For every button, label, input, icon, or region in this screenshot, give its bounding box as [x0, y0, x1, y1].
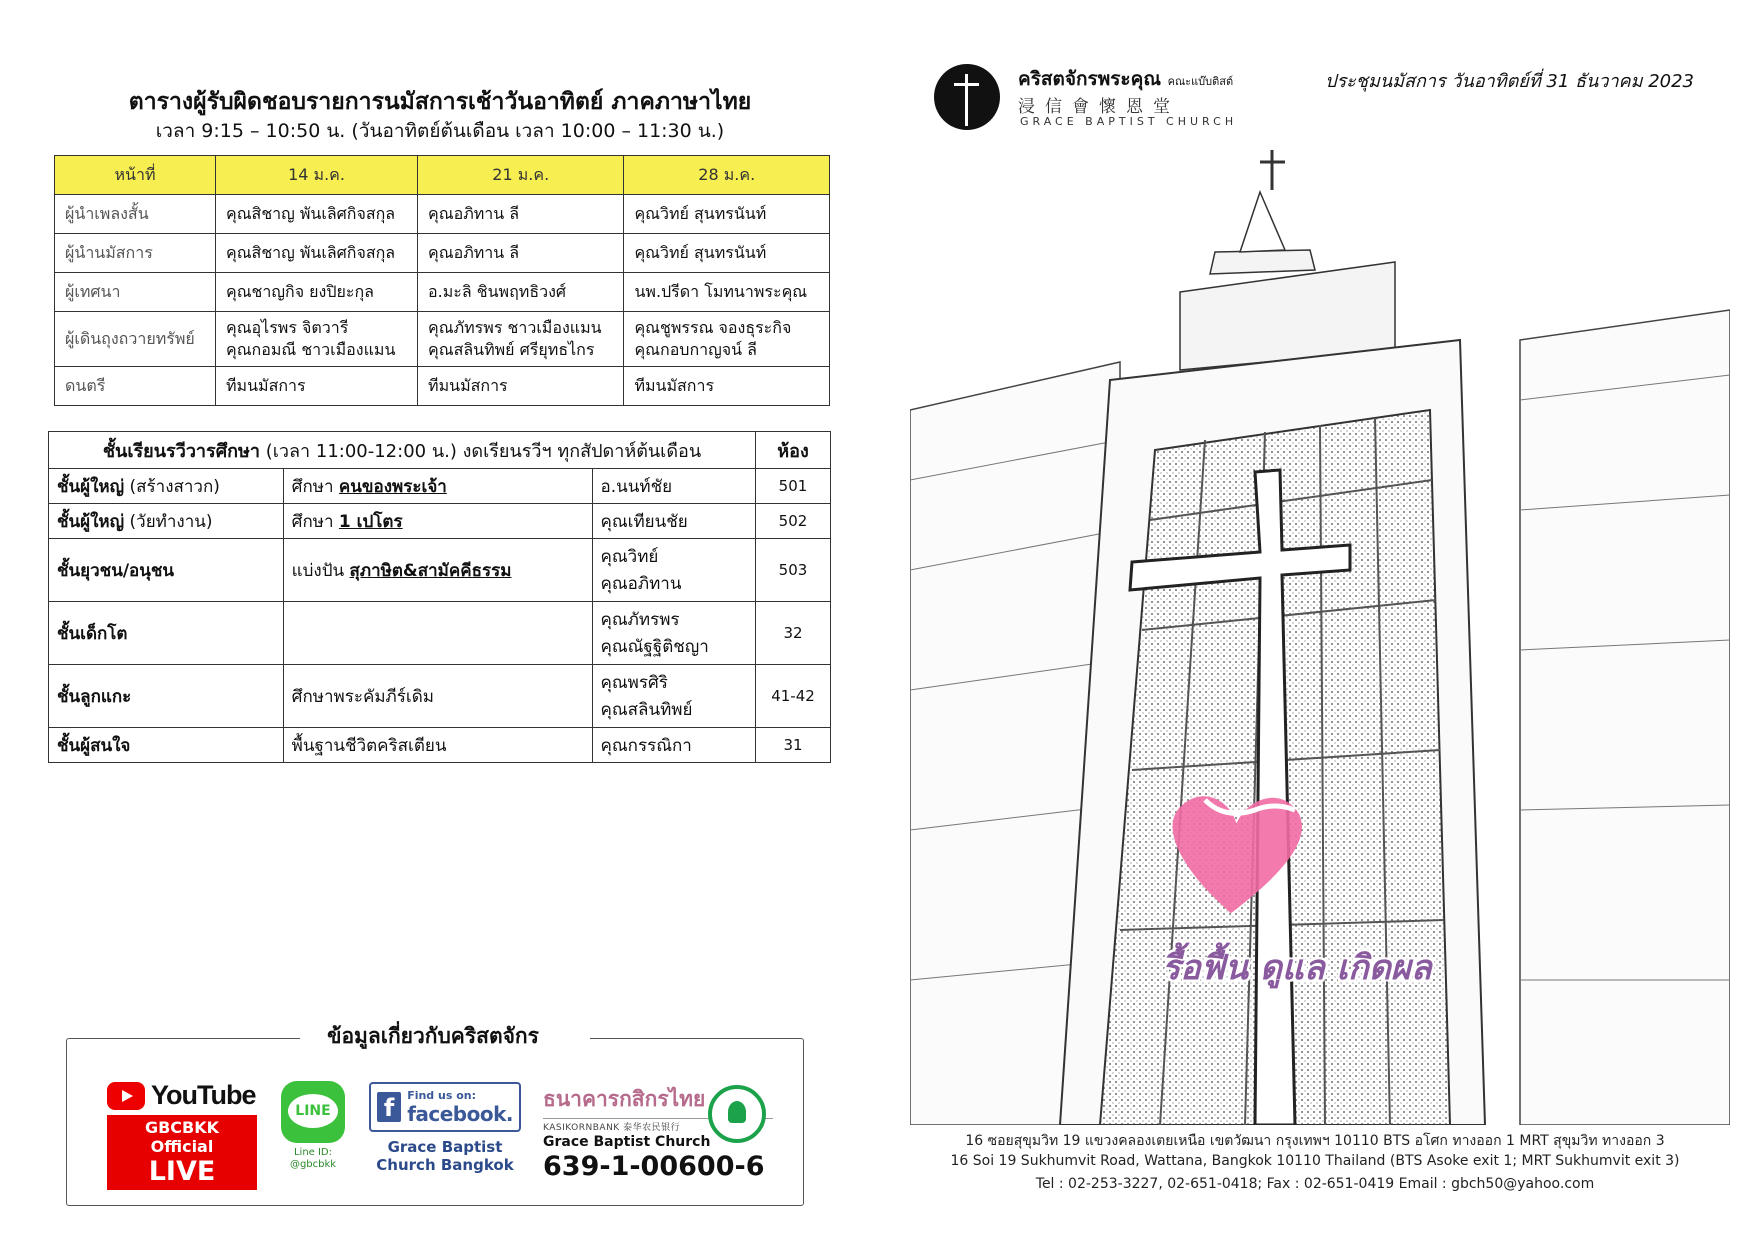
- header-cell: 21 ม.ค.: [418, 156, 624, 195]
- class-room-cell: 32: [756, 602, 831, 665]
- class-room-cell: 31: [756, 728, 831, 763]
- class-teacher-cell: [592, 602, 755, 665]
- contact-info: Tel : 02-253-3227, 02-651-0418; Fax : 02-651-0419 Email : gbch50@yahoo.com: [1035, 1176, 1595, 1192]
- bank-name-english: KASIKORNBANK 泰华农民银行: [543, 1118, 773, 1133]
- class-topic-highlight: 1 เปโตร: [338, 511, 403, 532]
- table-cell: นพ.ปรีดา โมทนาพระคุณ: [624, 273, 830, 312]
- facebook-block[interactable]: [369, 1082, 521, 1174]
- table-cell: คุณสิชาญ พันเลิศกิจสกุล: [216, 234, 418, 273]
- class-room-cell: 501: [756, 469, 831, 504]
- table-row: [49, 504, 831, 539]
- class-topic-cell: [283, 602, 592, 665]
- table-cell: คุณอภิทาน ลี: [418, 234, 624, 273]
- facebook-badge: [369, 1082, 521, 1132]
- bank-account-number: 639-1-00600-6: [543, 1151, 765, 1182]
- class-topic-cell: [283, 539, 592, 602]
- line-icon: [281, 1081, 345, 1143]
- class-name-cell: ชั้นยุวชน/อนุชน: [49, 539, 284, 602]
- line-wordmark: LINE: [288, 1094, 338, 1128]
- service-date: ประชุมนมัสการ วันอาทิตย์ที่ 31 ธันวาคม 2023: [1325, 71, 1694, 92]
- role-cell: ผู้เทศนา: [55, 273, 216, 312]
- role-cell: ผู้เดินถุงถวายทรัพย์: [55, 312, 216, 367]
- teacher-line: คุณอภิทาน: [600, 574, 682, 594]
- class-name-cell: [49, 504, 284, 539]
- classes-header: [49, 432, 756, 469]
- class-name-cell: ชั้นผู้สนใจ: [49, 728, 284, 763]
- facebook-badge-text: [407, 1089, 513, 1126]
- table-cell: คุณอภิทาน ลี: [418, 195, 624, 234]
- table-cell: [418, 312, 624, 367]
- class-topic-highlight: คนของพระเจ้า: [338, 476, 447, 497]
- table-cell: [216, 312, 418, 367]
- class-teacher-cell: คุณกรรณิกา: [592, 728, 755, 763]
- role-cell: ผู้นำนมัสการ: [55, 234, 216, 273]
- classes-header-bold: ชั้นเรียนรวีวารศึกษา: [102, 440, 260, 462]
- youtube-live-badge: [107, 1115, 257, 1190]
- table-row: [55, 312, 830, 367]
- slogan: รื้อฟื้น ดูแล เกิดผล: [1162, 948, 1432, 988]
- bank-account-name: Grace Baptist Church: [543, 1134, 711, 1150]
- class-teacher-cell: [592, 665, 755, 728]
- facebook-find-us: Find us on:: [407, 1088, 477, 1102]
- cross-logo-icon: [934, 64, 1000, 130]
- line-id-value: @gbcbkk: [289, 1159, 337, 1170]
- table-cell: คุณชาญกิจ ยงปิยะกุล: [216, 273, 418, 312]
- table-cell: อ.มะลิ ชินพฤทธิวงศ์: [418, 273, 624, 312]
- roster-table: [54, 155, 830, 406]
- table-cell: ทีมนมัสการ: [216, 367, 418, 406]
- class-teacher-cell: คุณเทียนชัย: [592, 504, 755, 539]
- info-heading: ข้อมูลเกี่ยวกับคริสตจักร: [327, 1024, 539, 1048]
- header-cell: 28 ม.ค.: [624, 156, 830, 195]
- facebook-caption: [369, 1138, 521, 1174]
- role-cell: ผู้นำเพลงสั้น: [55, 195, 216, 234]
- class-topic-highlight: สุภาษิต&สามัคคีธรรม: [349, 560, 512, 581]
- table-cell: คุณวิทย์ สุนทรนันท์: [624, 195, 830, 234]
- youtube-wordmark: YouTube: [151, 1080, 256, 1110]
- table-row: [49, 469, 831, 504]
- table-row: [49, 665, 831, 728]
- table-row: [55, 234, 830, 273]
- address-english: 16 Soi 19 Sukhumvit Road, Wattana, Bangkok 10110 Thailand (BTS Asoke exit 1; MRT Sukhumvit exit 3): [950, 1153, 1680, 1169]
- church-name-thai: [1018, 64, 1233, 94]
- table-row: [49, 728, 831, 763]
- cell-line: คุณชูพรรณ จองธุระกิจ: [634, 318, 792, 337]
- church-name-chinese: 浸信會懷恩堂: [1018, 97, 1180, 117]
- church-name-thai-main: คริสตจักรพระคุณ: [1018, 68, 1161, 90]
- youtube-live: LIVE: [148, 1156, 216, 1187]
- room-header: ห้อง: [756, 432, 831, 469]
- class-topic: แบ่งปัน: [291, 560, 350, 581]
- teacher-line: คุณพรศิริ: [600, 673, 668, 693]
- class-name: ชั้นผู้ใหญ่: [57, 476, 125, 497]
- schedule-title: ตารางผู้รับผิดชอบรายการนมัสการเช้าวันอาทิตย์ ภาคภาษาไทย: [128, 89, 752, 115]
- class-teacher-cell: อ.นนท์ชัย: [592, 469, 755, 504]
- table-cell: ทีมนมัสการ: [624, 367, 830, 406]
- table-row: [55, 195, 830, 234]
- table-row: [55, 367, 830, 406]
- kbank-logo-icon: [708, 1085, 766, 1143]
- class-room-cell: 503: [756, 539, 831, 602]
- facebook-caption-line: Grace Baptist: [387, 1138, 503, 1156]
- table-header-row: [55, 156, 830, 195]
- teacher-line: คุณวิทย์: [600, 547, 659, 567]
- facebook-icon: f: [377, 1092, 401, 1122]
- class-topic-cell: [283, 504, 592, 539]
- cell-line: คุณอุไรพร จิตวารี: [226, 318, 349, 337]
- teacher-line: คุณสลินทิพย์: [600, 700, 693, 720]
- class-name-sub: (วัยทำงาน): [124, 511, 213, 532]
- role-cell: ดนตรี: [55, 367, 216, 406]
- church-name-thai-small: คณะแบ๊บติสต์: [1167, 75, 1234, 88]
- youtube-channel: GBCBKK Official: [144, 1118, 220, 1156]
- cell-line: คุณภัทรพร ชาวเมืองแมน: [428, 318, 602, 337]
- table-cell: คุณวิทย์ สุนทรนันท์: [624, 234, 830, 273]
- table-cell: [624, 312, 830, 367]
- table-row: [49, 602, 831, 665]
- bank-name-thai: ธนาคารกสิกรไทย: [543, 1087, 706, 1111]
- facebook-caption-line: Church Bangkok: [376, 1156, 514, 1174]
- class-teacher-cell: [592, 539, 755, 602]
- cell-line: คุณกอบกาญจน์ ลี: [634, 340, 757, 359]
- teacher-line: คุณภัทรพร: [600, 610, 680, 630]
- youtube-logo: [107, 1080, 257, 1111]
- class-topic-cell: ศึกษาพระคัมภีร์เดิม: [283, 665, 592, 728]
- church-name-english: GRACE BAPTIST CHURCH: [1020, 115, 1238, 128]
- class-topic-cell: [283, 469, 592, 504]
- class-name: ชั้นผู้ใหญ่: [57, 511, 125, 532]
- header-cell: หน้าที่: [55, 156, 216, 195]
- address-thai: 16 ซอยสุขุมวิท 19 แขวงคลองเตยเหนือ เขตวัฒนา กรุงเทพฯ 10110 BTS อโศก ทางออก 1 MRT สุขุมวิท ทางออก 3: [965, 1133, 1665, 1149]
- class-name-cell: ชั้นเด็กโต: [49, 602, 284, 665]
- line-id: [281, 1147, 345, 1171]
- class-topic: ศึกษา: [291, 511, 339, 532]
- classes-header-rest: (เวลา 11:00-12:00 น.) งดเรียนรวีฯ ทุกสัปดาห์ต้นเดือน: [260, 440, 702, 462]
- youtube-play-icon: [107, 1082, 145, 1110]
- line-id-label: Line ID:: [293, 1147, 333, 1158]
- table-cell: คุณสิชาญ พันเลิศกิจสกุล: [216, 195, 418, 234]
- teacher-line: คุณณัฐฐิติชญา: [600, 637, 709, 657]
- header-cell: 14 ม.ค.: [216, 156, 418, 195]
- class-room-cell: 41-42: [756, 665, 831, 728]
- facebook-wordmark: facebook.: [407, 1101, 513, 1126]
- youtube-block[interactable]: [107, 1080, 257, 1190]
- class-name-sub: (สร้างสาวก): [124, 476, 220, 497]
- table-row: [49, 539, 831, 602]
- class-topic: ศึกษา: [291, 476, 339, 497]
- table-header-row: [49, 432, 831, 469]
- church-logo: [934, 62, 1254, 132]
- schedule-subtitle: เวลา 9:15 – 10:50 น. (วันอาทิตย์ต้นเดือน เวลา 10:00 – 11:30 น.): [155, 120, 725, 142]
- line-block[interactable]: [281, 1081, 345, 1171]
- class-room-cell: 502: [756, 504, 831, 539]
- class-name-cell: ชั้นลูกแกะ: [49, 665, 284, 728]
- table-cell: ทีมนมัสการ: [418, 367, 624, 406]
- cell-line: คุณกอมณี ชาวเมืองแมน: [226, 340, 396, 359]
- class-topic-cell: พื้นฐานชีวิตคริสเตียน: [283, 728, 592, 763]
- cell-line: คุณสลินทิพย์ ศรียุทธไกร: [428, 340, 595, 359]
- classes-table: [48, 431, 831, 763]
- class-name-cell: [49, 469, 284, 504]
- table-row: [55, 273, 830, 312]
